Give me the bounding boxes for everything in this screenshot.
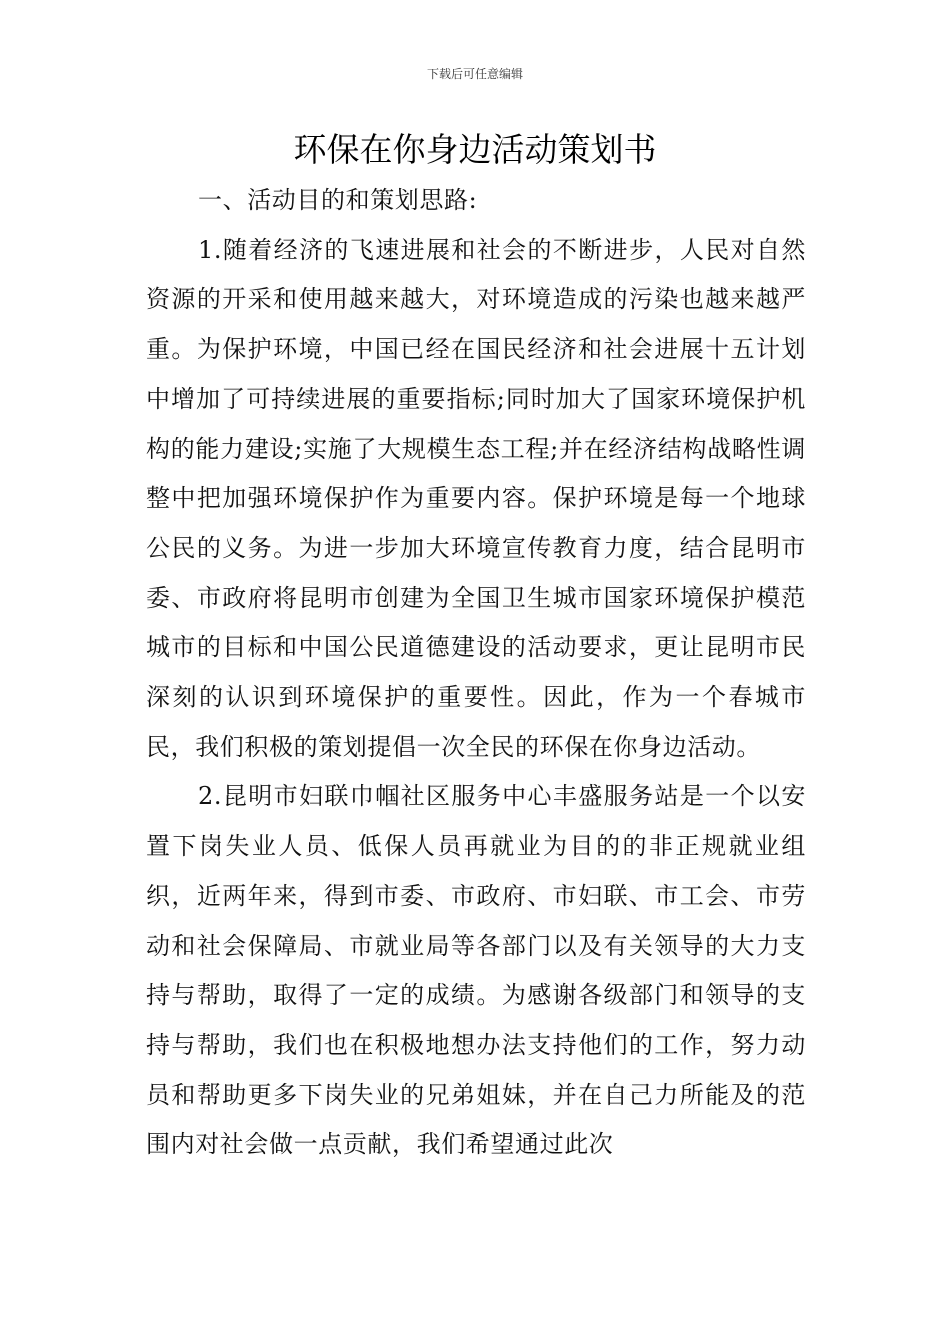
document-body bbox=[146, 176, 806, 1170]
paragraph-2: 2.昆明市妇联巾帼社区服务中心丰盛服务站是一个以安置下岗失业人员、低保人员再就业为目的的非正规就业组织，近两年来，得到市委、市政府、市妇联、市工会、市劳动和社会保障局、市就业局等各部门以及有关领导的大力支持与帮助，取得了一定的成绩。为感谢各级部门和领导的支持与帮助，我们也在积极地想办法支持他们的工作，努力动员和帮助更多下岗失业的兄弟姐妹，并在自己力所能及的范围内对社会做一点贡献，我们希望通过此次 bbox=[146, 782, 806, 1159]
document-title: 环保在你身边活动策划书 bbox=[293, 130, 657, 169]
page-header-note: 下载后可任意编辑 bbox=[426, 67, 523, 81]
paragraph-1: 1.随着经济的飞速进展和社会的不断进步，人民对自然资源的开采和使用越来越大，对环境造成的污染也越来越严重。为保护环境，中国已经在国民经济和社会进展十五计划中增加了可持续进展的重要指标;同时加大了国家环境保护机构的能力建设;实施了大规模生态工程;并在经济结构战略性调整中把加强环境保护作为重要内容。保护环境是每一个地球公民的义务。为进一步加大环境宣传教育力度，结合昆明市委、市政府将昆明市创建为全国卫生城市国家环境保护模范城市的目标和中国公民道德建设的活动要求，更让昆明市民深刻的认识到环境保护的重要性。因此，作为一个春城市民，我们积极的策划提倡一次全民的环保在你身边活动。 bbox=[146, 235, 806, 761]
section-heading: 一、活动目的和策划思路: bbox=[198, 186, 478, 214]
